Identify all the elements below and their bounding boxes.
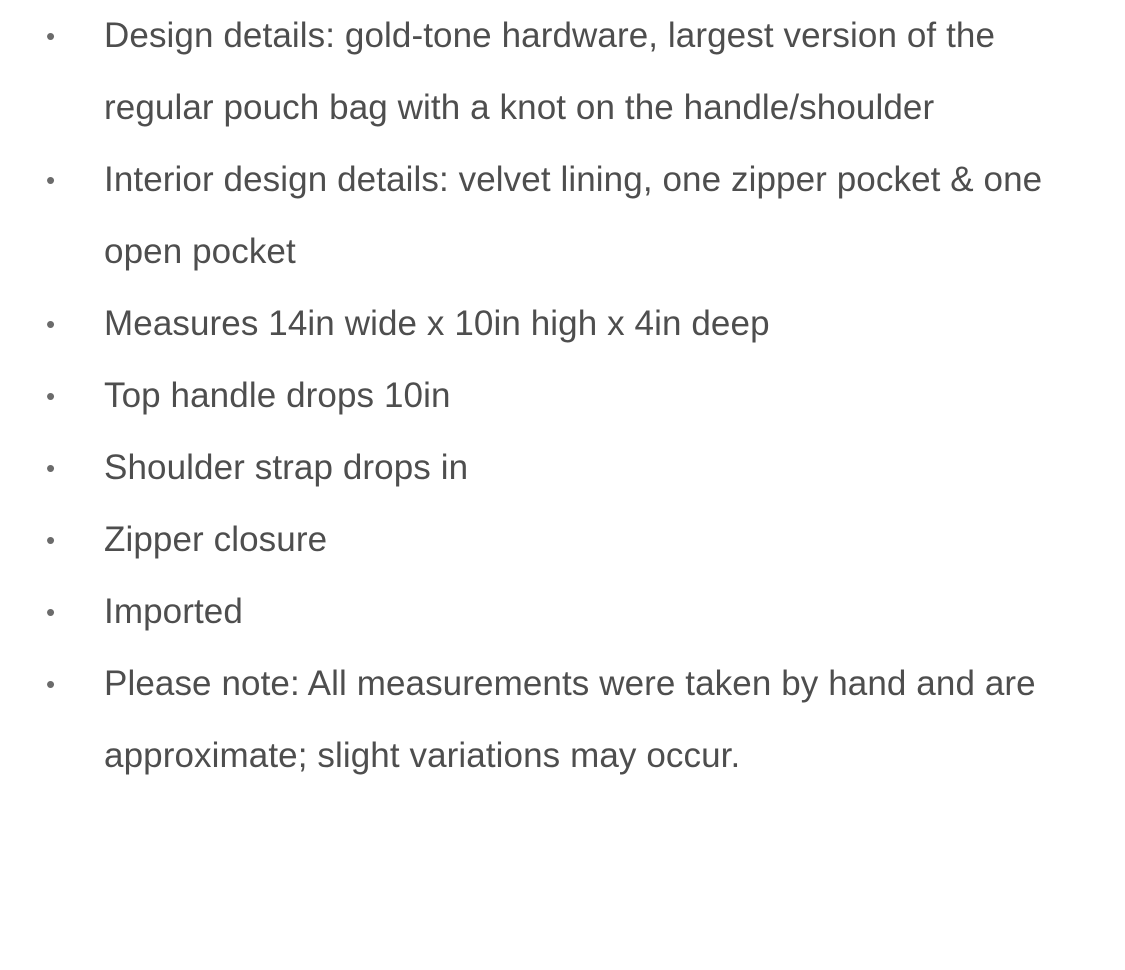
bullet-icon: • — [46, 165, 56, 195]
list-item-text: Measures 14in wide x 10in high x 4in deep — [104, 304, 770, 343]
list-item-text: Interior design details: velvet lining, one zipper pocket & one open pocket — [104, 160, 1043, 271]
list-item — [0, 648, 1125, 792]
list-item-text: Please note: All measurements were taken by hand and are approximate; slight variations may occur. — [104, 664, 1036, 775]
list-item-text: Design details: gold-tone hardware, largest version of the regular pouch bag with a knot on the handle/shoulder — [104, 16, 996, 127]
bullet-icon: • — [46, 381, 56, 411]
bullet-icon: • — [46, 669, 56, 699]
bullet-icon: • — [46, 309, 56, 339]
list-item — [0, 576, 1125, 648]
list-item — [0, 144, 1125, 288]
list-item — [0, 360, 1125, 432]
list-item — [0, 504, 1125, 576]
bullet-icon: • — [46, 453, 56, 483]
bullet-icon: • — [46, 597, 56, 627]
list-item-text: Shoulder strap drops in — [104, 448, 469, 487]
bullet-icon: • — [46, 21, 56, 51]
list-item-text: Zipper closure — [104, 520, 328, 559]
list-item — [0, 432, 1125, 504]
list-item-text: Imported — [104, 592, 243, 631]
list-item-text: Top handle drops 10in — [104, 376, 451, 415]
bullet-icon: • — [46, 525, 56, 555]
list-item — [0, 0, 1125, 144]
list-item — [0, 288, 1125, 360]
